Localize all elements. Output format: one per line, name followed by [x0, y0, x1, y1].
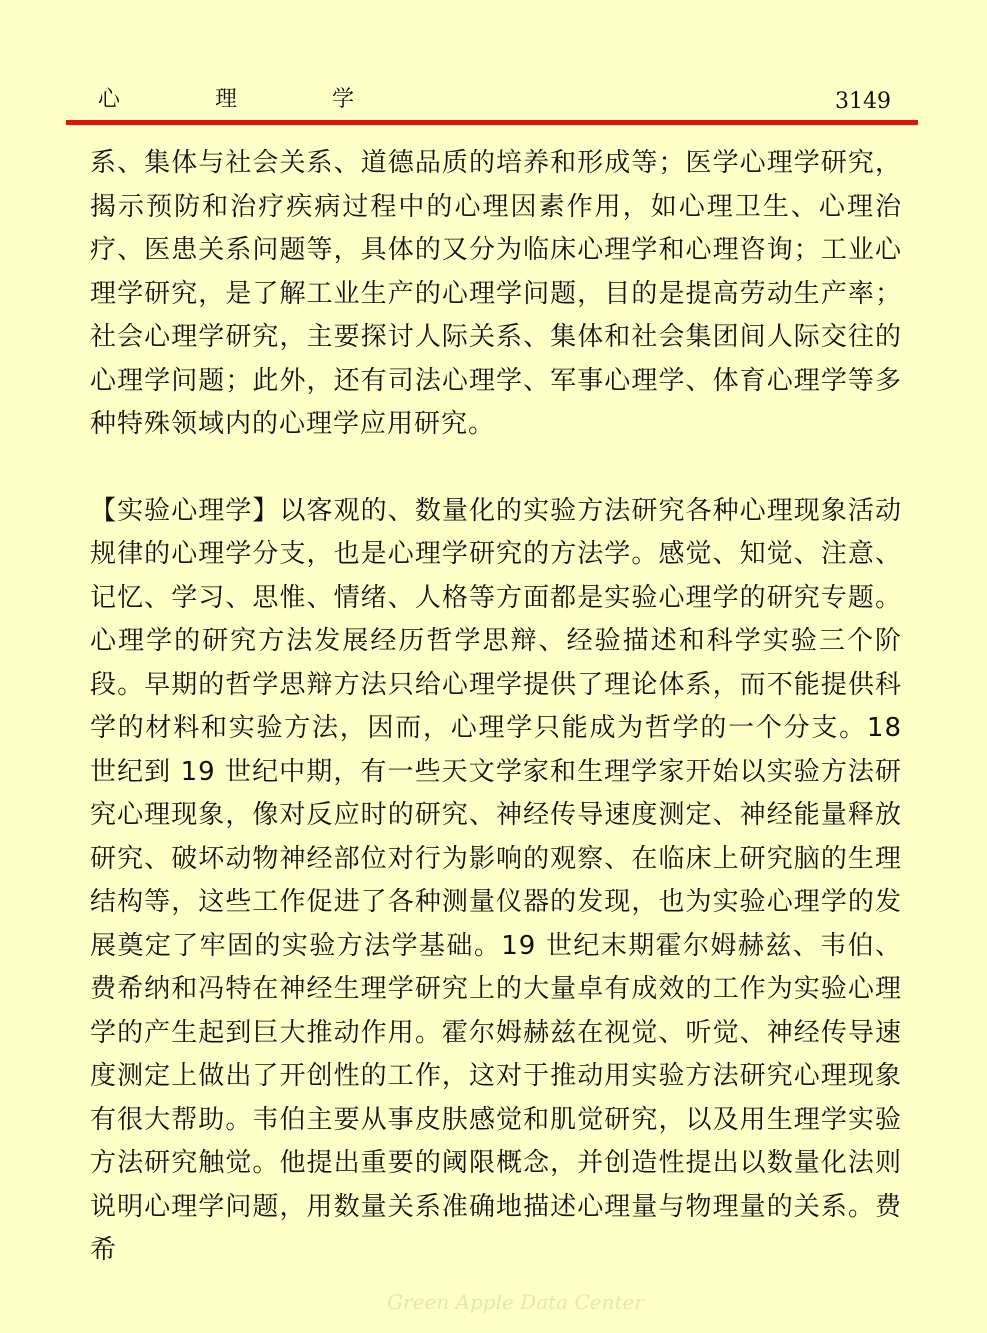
- header-divider: [66, 120, 918, 125]
- page-header: [0, 0, 987, 130]
- page-body: [90, 142, 902, 1273]
- running-title: 心 理 学: [98, 87, 398, 112]
- body-paragraph-2: 【实验心理学】以客观的、数量化的实验方法研究各种心理现象活动规律的心理学分支，也是心理学研究的方法学。感觉、知觉、注意、记忆、学习、思惟、情绪、人格等方面都是实验心理学的研究专题。心理学的研究方法发展经历哲学思辩、经验描述和科学实验三个阶段。早期的哲学思辩方法只给心理学提供了理论体系，而不能提供科学的材料和实验方法，因而，心理学只能成为哲学的一个分支。18 世纪到 19 世纪中期，有一些天文学家和生理学家开始以实验方法研究心理现象，像对反应时的研究、神经传导速度测定、神经能量释放研究、破坏动物神经部位对行为影响的观察、在临床上研究脑的生理结构等，这些工作促进了各种测量仪器的发现，也为实验心理学的发展奠定了牢固的实验方法学基础。19 世纪末期霍尔姆赫兹、韦伯、费希纳和冯特在神经生理学研究上的大量卓有成效的工作为实验心理学的产生起到巨大推动作用。霍尔姆赫兹在视觉、听觉、神经传导速度测定上做出了开创性的工作，这对于推动用实验方法研究心理现象有很大帮助。韦伯主要从事皮肤感觉和肌觉研究，以及用生理学实验方法研究触觉。他提出重要的阈限概念，并创造性提出以数量化法则说明心理学问题，用数量关系准确地描述心理量与物理量的关系。费希: [90, 495, 902, 1265]
- body-paragraph-1: 系、集体与社会关系、道德品质的培养和形成等；医学心理学研究，揭示预防和治疗疾病过程中的心理因素作用，如心理卫生、心理治疗、医患关系问题等，具体的又分为临床心理学和心理咨询；工业心理学研究，是了解工业生产的心理学问题，目的是提高劳动生产率；社会心理学研究，主要探讨人际关系、集体和社会集团间人际交往的心理学问题；此外，还有司法心理学、军事心理学、体育心理学等多种特殊领域内的心理学应用研究。: [90, 148, 902, 439]
- watermark: Green Apple Data Center: [387, 1290, 644, 1314]
- page-number: 3149: [835, 89, 891, 114]
